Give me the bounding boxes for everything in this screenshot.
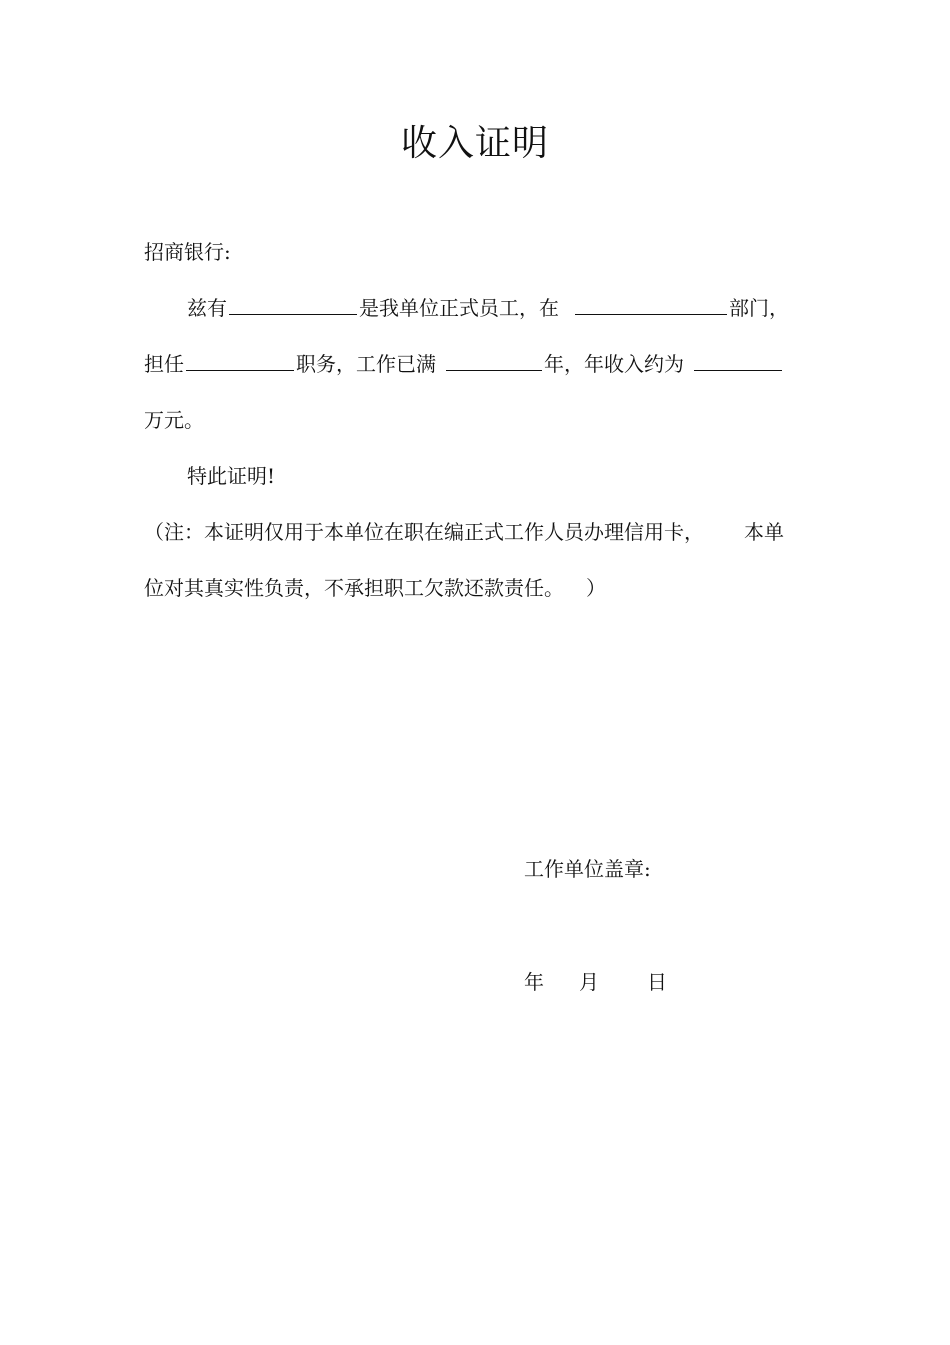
income-blank bbox=[694, 350, 782, 371]
seal-label: 工作单位盖章: bbox=[524, 857, 651, 881]
department-blank bbox=[575, 294, 727, 315]
body-text: 担任 bbox=[144, 352, 184, 376]
note-text: （注：本证明仅用于本单位在职在编正式工作人员办理信用卡， bbox=[144, 520, 704, 544]
note-text: ） bbox=[586, 576, 606, 600]
body-text: 部门， bbox=[729, 296, 789, 320]
body-text: 是我单位正式员工，在 bbox=[359, 296, 559, 320]
body-text: 年，年收入约为 bbox=[544, 352, 684, 376]
body-text: 兹有 bbox=[187, 296, 227, 320]
note-text: 本单 bbox=[744, 520, 784, 544]
document-title: 收入证明 bbox=[400, 123, 549, 164]
note-line-2 bbox=[144, 574, 606, 602]
addressee: 招商银行: bbox=[144, 240, 231, 264]
closing-statement: 特此证明! bbox=[187, 464, 276, 488]
date-year: 年 bbox=[524, 970, 544, 994]
date-month: 月 bbox=[579, 970, 599, 994]
employee-name-blank bbox=[229, 294, 357, 315]
body-line-3: 万元。 bbox=[144, 408, 204, 432]
body-line-1 bbox=[187, 294, 789, 322]
years-blank bbox=[446, 350, 542, 371]
note-line-1 bbox=[144, 518, 784, 546]
date-day: 日 bbox=[647, 970, 667, 994]
position-blank bbox=[186, 350, 294, 371]
note-text: 位对其真实性负责，不承担职工欠款还款责任。 bbox=[144, 576, 564, 600]
body-text: 职务，工作已满 bbox=[296, 352, 436, 376]
body-line-2 bbox=[144, 350, 784, 378]
